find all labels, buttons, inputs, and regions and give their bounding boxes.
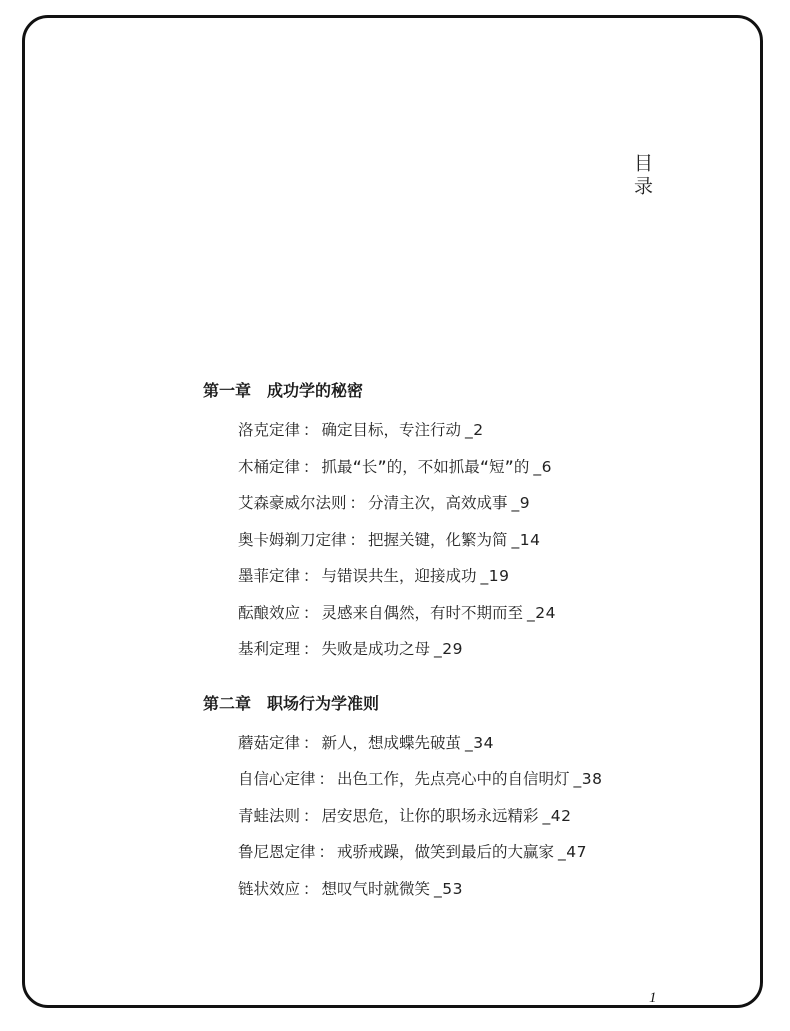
entry-description: 把握关键，化繁为简	[368, 530, 508, 549]
toc-entry[interactable]	[238, 766, 673, 803]
chapter-number: 第二章	[203, 693, 252, 713]
entry-page: _19	[480, 567, 510, 585]
entry-page: _34	[465, 733, 495, 752]
entry-law: 青蛙法则	[238, 806, 301, 825]
entry-description: 出色工作，先点亮心中的自信明灯	[337, 770, 570, 788]
entry-description: 想叹气时就微笑	[321, 879, 431, 898]
entry-page: _9	[511, 494, 531, 512]
page-number: 1	[649, 990, 657, 1006]
entry-separator: ：	[303, 567, 319, 585]
chapter-title	[203, 690, 673, 718]
entry-law: 自信心定律	[238, 770, 316, 788]
entry-description: 戒骄戒躁，做笑到最后的大赢家	[337, 843, 555, 861]
entry-law: 木桶定律	[238, 457, 301, 476]
toc-entry[interactable]	[238, 417, 673, 454]
entry-law: 洛克定律	[238, 421, 301, 439]
entry-page: _47	[558, 843, 588, 861]
entry-page: _2	[465, 421, 484, 439]
toc-entry[interactable]	[238, 527, 673, 564]
chapter-entries	[203, 730, 673, 913]
entry-separator: ：	[303, 640, 319, 658]
entry-law: 链状效应	[238, 879, 301, 898]
entry-separator: ：	[303, 879, 319, 898]
toc-entry[interactable]	[238, 563, 673, 600]
chapter-2	[203, 690, 673, 913]
entry-separator: ：	[303, 457, 319, 476]
chapter-number: 第一章	[203, 381, 252, 400]
entry-law: 艾森豪威尔法则	[238, 494, 347, 512]
entry-page: _53	[434, 879, 464, 898]
chapter-entries	[203, 417, 673, 673]
toc-entry[interactable]	[238, 803, 673, 840]
entry-separator: ：	[303, 603, 319, 622]
entry-description: 居安思危，让你的职场永远精彩	[321, 806, 539, 825]
entry-law: 基利定理	[238, 640, 301, 658]
toc-entry[interactable]	[238, 730, 673, 767]
toc-entry[interactable]	[238, 636, 673, 673]
entry-separator: ：	[318, 770, 335, 788]
table-of-contents	[203, 377, 673, 912]
entry-description: 确定目标，专注行动	[321, 421, 462, 439]
entry-description: 与错误共生，迎接成功	[321, 567, 477, 585]
entry-law: 墨菲定律	[238, 567, 301, 585]
toc-entry[interactable]	[238, 600, 673, 637]
entry-page: _24	[527, 603, 557, 622]
entry-law: 鲁尼恩定律	[238, 843, 316, 861]
entry-separator: ：	[303, 421, 319, 439]
entry-separator: ：	[349, 494, 366, 512]
chapter-1	[203, 377, 673, 673]
entry-page: _42	[542, 806, 572, 825]
chapter-name: 成功学的秘密	[267, 381, 364, 400]
entry-description: 新人，想成蝶先破茧	[321, 733, 462, 752]
entry-law: 蘑菇定律	[238, 733, 301, 752]
entry-page: _38	[573, 770, 603, 788]
toc-entry[interactable]	[238, 454, 673, 491]
entry-separator: ：	[318, 843, 335, 861]
entry-page: _29	[434, 640, 464, 658]
entry-separator: ：	[349, 530, 366, 549]
toc-entry[interactable]	[238, 490, 673, 527]
chapter-title	[203, 377, 673, 405]
toc-entry[interactable]	[238, 876, 673, 913]
entry-description: 抓最“长”的，不如抓最“短”的	[321, 457, 530, 476]
entry-page: _14	[511, 530, 541, 549]
entry-law: 酝酿效应	[238, 603, 301, 622]
chapter-name: 职场行为学准则	[267, 693, 380, 713]
entry-separator: ：	[303, 806, 319, 825]
entry-separator: ：	[303, 733, 319, 752]
entry-page: _6	[533, 457, 552, 476]
entry-description: 分清主次，高效成事	[368, 494, 508, 512]
toc-heading: 目录	[631, 153, 653, 199]
entry-description: 失败是成功之母	[321, 640, 431, 658]
toc-entry[interactable]	[238, 839, 673, 876]
entry-law: 奥卡姆剃刀定律	[238, 530, 347, 549]
entry-description: 灵感来自偶然，有时不期而至	[321, 603, 524, 622]
